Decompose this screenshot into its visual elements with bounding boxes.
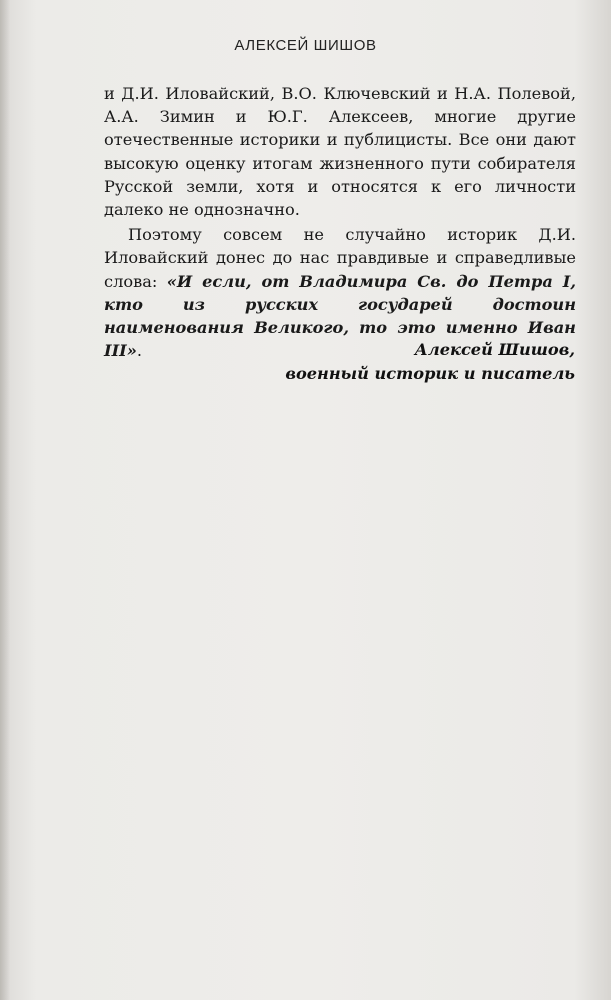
- main-text: [104, 82, 576, 362]
- author-name: Алексей Шишов,: [414, 340, 575, 359]
- author-title: военный историк и писатель: [285, 364, 575, 383]
- author-signature: [285, 338, 575, 386]
- paragraph-1: и Д.И. Иловайский, В.О. Ключевский и Н.А. Полевой, А.А. Зимин и Ю.Г. Алексеев, многие другие отечественные историки и публицисты. Все они дают высокую оценку итогам жизненного пути собирателя Русской земли, хотя и относятся к его личности далеко не однозначно.: [104, 84, 576, 220]
- paragraph-2-end: .: [136, 341, 142, 361]
- paragraph-2-intro: Поэтому совсем не случайно историк Д.И. Иловайский донес до нас правдивые и справедливые слова:: [104, 225, 576, 291]
- page-gutter-shadow: [0, 0, 10, 1000]
- running-header: АЛЕКСЕЙ ШИШОВ: [234, 37, 377, 54]
- ilovaisky-quote: «И если, от Владимира Св. до Петра I, кто из русских государей достоин наименования Великого, то это именно Иван III»: [104, 271, 576, 361]
